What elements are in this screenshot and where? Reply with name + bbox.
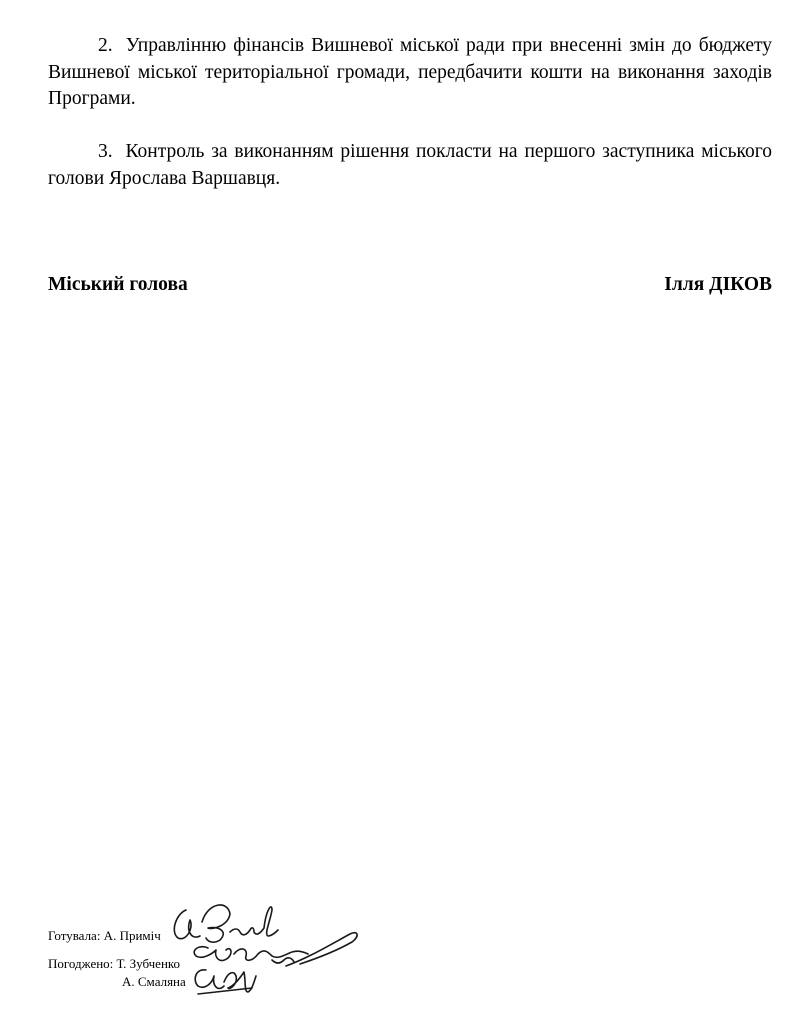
signatory-name: Ілля ДІКОВ [664, 274, 772, 295]
signature-stroke-2 [202, 905, 230, 942]
agreed-by-second: А. Смаляна [122, 974, 186, 989]
paragraph-2-text: Управлінню фінансів Вишневої міської ради при внесенні змін до бюджету Вишневої міської територіальної громади, передбачити кошти на виконання заходів Програми. [48, 35, 772, 109]
signature-stroke-8 [195, 970, 224, 989]
paragraph-3-text: Контроль за виконанням рішення покласти на першого заступника міського голови Ярослава Варшавця. [48, 141, 773, 189]
signature-stroke-3 [230, 907, 278, 936]
paragraph-3 [48, 139, 772, 192]
paragraph-2 [48, 33, 772, 113]
signature-stroke-10 [198, 988, 252, 994]
paragraph-3-number: 3. [98, 141, 113, 162]
signature-stroke-7 [272, 958, 294, 963]
agreed-by: Погоджено: Т. Зубченко [48, 956, 181, 971]
handwritten-signatures [168, 892, 368, 1007]
signature-stroke-5 [234, 949, 308, 960]
signature-stroke-1 [174, 910, 200, 939]
signature-stroke-6 [286, 933, 357, 966]
paragraph-2-number: 2. [98, 35, 113, 56]
prepared-by: Готувала: А. Приміч [48, 928, 161, 943]
signatory-position: Міський голова [48, 274, 188, 295]
signature-stroke-4 [194, 947, 231, 961]
